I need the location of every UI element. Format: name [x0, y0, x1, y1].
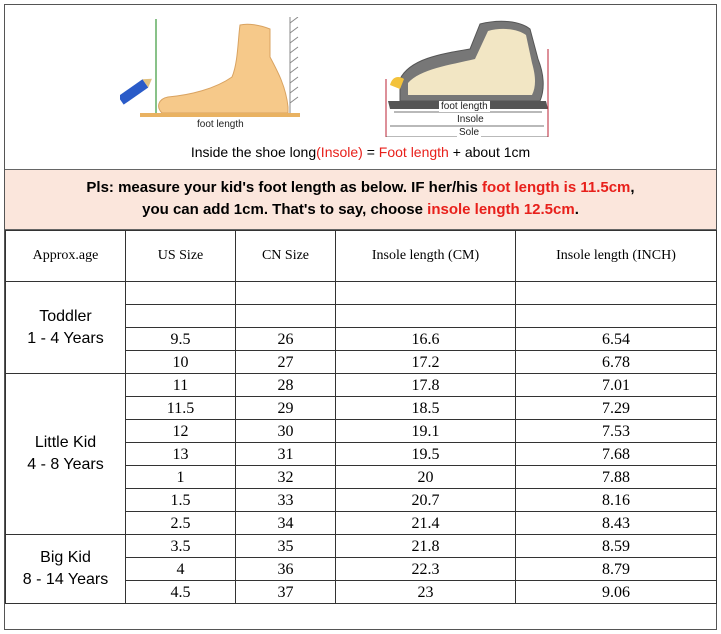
- measure-notice: [5, 169, 716, 230]
- header-insole-inch: Insole length (INCH): [516, 231, 717, 282]
- header-cn-size: CN Size: [236, 231, 336, 282]
- foot-length-label-right: foot length: [441, 101, 488, 112]
- foot-length-label-left: foot length: [197, 119, 244, 130]
- header-insole-cm: Insole length (CM): [336, 231, 516, 282]
- table-row: 4 36 22.3 8.79: [6, 558, 717, 581]
- header-age: Approx.age: [6, 231, 126, 282]
- table-row: 4.5 37 23 9.06: [6, 581, 717, 604]
- measurement-caption: Inside the shoe long(Insole) = Foot length + about 1cm: [190, 144, 531, 160]
- table-row: 10 27 17.2 6.78: [6, 351, 717, 374]
- table-row: 1.5 33 20.7 8.16: [6, 489, 717, 512]
- notice-line-2: you can add 1cm. That's to say, choose insole length 12.5cm.: [142, 201, 579, 218]
- insole-label: Insole: [457, 114, 484, 125]
- measurement-illustration: [5, 5, 716, 169]
- table-row: 11.5 29 18.5 7.29: [6, 397, 717, 420]
- table-row: 9.5 26 16.6 6.54: [6, 328, 717, 351]
- table-row: Big Kid 8 - 14 Years 3.5 35 21.8 8.59: [6, 535, 717, 558]
- table-row: 12 30 19.1 7.53: [6, 420, 717, 443]
- sole-label: Sole: [459, 127, 480, 138]
- table-row: 13 31 19.5 7.68: [6, 443, 717, 466]
- group-little-kid: Little Kid 4 - 8 Years: [6, 374, 126, 535]
- table-row: [6, 282, 717, 305]
- size-table: [5, 230, 717, 604]
- table-row: 1 32 20 7.88: [6, 466, 717, 489]
- header-us-size: US Size: [126, 231, 236, 282]
- table-header-row: [6, 231, 717, 282]
- table-row: 2.5 34 21.4 8.43: [6, 512, 717, 535]
- table-row: Little Kid 4 - 8 Years 11 28 17.8 7.01: [6, 374, 717, 397]
- foot-measure-icon: [120, 17, 300, 132]
- notice-line-1: Pls: measure your kid's foot length as below. IF her/his foot length is 11.5cm,: [86, 179, 635, 196]
- group-big-kid: Big Kid 8 - 14 Years: [6, 535, 126, 604]
- group-toddler: Toddler 1 - 4 Years: [6, 282, 126, 374]
